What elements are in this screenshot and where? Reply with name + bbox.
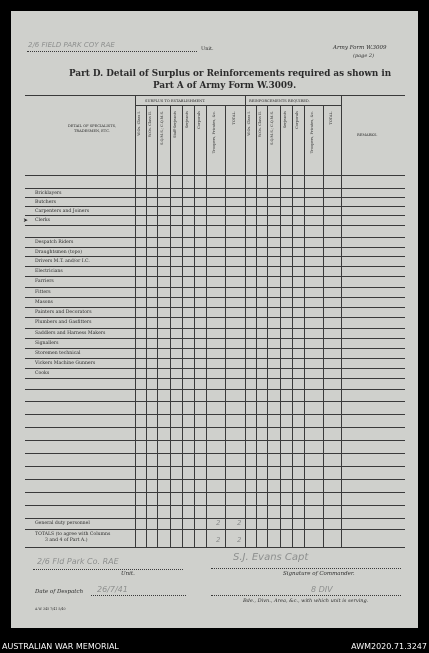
row-rule (25, 317, 405, 318)
column-divider (256, 105, 257, 547)
form-sheet (11, 11, 418, 628)
detail-header: DETAIL OF SPECIALISTS, TRADESMEN, ETC. (67, 124, 117, 133)
column-divider (323, 105, 324, 547)
col-heading: S.Q.M.S.; C.Q.M.S. (160, 111, 164, 146)
row-rule (25, 427, 405, 428)
footer-unit-line (33, 569, 183, 570)
unit-label: Unit. (201, 46, 214, 52)
unit-dotted-line (27, 51, 197, 52)
row-rule (25, 247, 405, 248)
formation-line (211, 595, 401, 596)
row-rule (25, 328, 405, 329)
row-rule (25, 358, 405, 359)
form-name: Army Form W.3009 (333, 45, 387, 51)
general-duty-total: 2 (237, 519, 242, 527)
row-label: Drivers M.T. and/or I.C. (35, 259, 90, 264)
row-rule (25, 492, 405, 493)
col-heading: W.Os. Class II. (258, 111, 262, 138)
row-rule (25, 453, 405, 454)
form-page: (page 2) (353, 53, 375, 59)
column-divider (292, 105, 293, 547)
row-rule (25, 338, 405, 339)
col-heading: Serjeants (185, 111, 189, 129)
title-line-2: Part A of Army Form W.3009. (153, 81, 297, 91)
row-label: Painters and Decorators (35, 310, 92, 315)
col-heading: Troopers, Privates, &c. (310, 111, 314, 154)
row-label: Draughtsmen (topo) (35, 250, 83, 255)
footer-unit-handwritten: 2/6 Fld Park Co. RAE (37, 557, 119, 566)
row-label: Vickers Machine Gunners (35, 361, 96, 366)
row-rule (25, 266, 405, 267)
col-heading: S.Q.M.S.; C.Q.M.S. (270, 111, 274, 146)
footer-unit-label: Unit. (121, 571, 135, 577)
row-rule (25, 297, 405, 298)
formation-handwritten: 8 DIV (311, 585, 333, 594)
row-rule (25, 237, 405, 238)
col-heading: Corporals (295, 111, 299, 129)
row-rule (25, 215, 405, 216)
general-duty-label: General duty personnel (35, 521, 90, 526)
column-header-rule (25, 175, 405, 176)
table-bottom-rule (25, 547, 405, 548)
row-label: Plumbers and Gasfitters (35, 320, 92, 325)
row-rule (25, 276, 405, 277)
row-rule (25, 440, 405, 441)
totals-troopers: 2 (216, 536, 221, 544)
despatch-line (91, 595, 186, 596)
column-divider (182, 105, 183, 547)
row-rule (25, 348, 405, 349)
col-heading: Corporals (197, 111, 201, 129)
row-rule (25, 389, 405, 390)
column-divider (304, 105, 305, 547)
row-label: Clerks (35, 218, 51, 223)
col-heading: TOTAL. (329, 111, 333, 125)
row-label: Cooks (35, 371, 50, 376)
row-rule (25, 518, 405, 519)
row-label: Carpenters and Joiners (35, 209, 90, 214)
group-header-rule (135, 105, 341, 106)
totals-label-2: 3 and 4 of Part A.) (45, 538, 88, 543)
signature-line (211, 568, 401, 569)
row-rule (25, 378, 405, 379)
row-rule (25, 479, 405, 480)
caption-right: AWM2020.71.3247 (351, 642, 427, 651)
row-label: Butchers (35, 200, 56, 205)
totals-label-1: TOTALS (to agree with Columns (35, 532, 111, 537)
printer-code: A.W. 345 7/41 5/40 (35, 607, 66, 611)
surplus-header: SURPLUS TO ESTABLISHMENT. (145, 99, 206, 103)
row-label: Fitters (35, 290, 51, 295)
col-heading: Troopers, Privates, &c. (212, 111, 216, 154)
column-divider (225, 105, 226, 547)
row-rule (25, 307, 405, 308)
row-rule (25, 414, 405, 415)
col-heading: W.Os. Class I. (137, 111, 141, 136)
col-heading: W.Os. Class I. (247, 111, 251, 136)
row-label: Farriers (35, 279, 54, 284)
row-label: Electricians (35, 269, 63, 274)
row-label: Despatch Riders (35, 240, 74, 245)
row-rule (25, 287, 405, 288)
column-divider (157, 105, 158, 547)
row-rule (25, 197, 405, 198)
row-rule (25, 466, 405, 467)
row-label: Bricklayers (35, 191, 62, 196)
table-top-rule (25, 95, 405, 96)
col-heading: TOTAL. (232, 111, 236, 125)
row-rule (25, 188, 405, 189)
formation-label: Bde., Divn., Area, &c., with which unit is serving. (243, 598, 369, 604)
column-divider (267, 105, 268, 547)
totals-total: 2 (237, 536, 242, 544)
row-rule (25, 225, 405, 226)
col-heading: W.Os. Class II. (148, 111, 152, 138)
column-divider (206, 105, 207, 547)
row-rule (25, 401, 405, 402)
column-divider (170, 105, 171, 547)
caption-left: AUSTRALIAN WAR MEMORIAL (2, 642, 119, 651)
row-rule (25, 505, 405, 506)
row-rule (25, 529, 405, 530)
despatch-label: Date of Despatch (35, 589, 84, 595)
despatch-date: 26/7/41 (97, 585, 128, 594)
title-line-1: Part D. Detail of Surplus or Reinforcements required as shown in (69, 69, 392, 79)
row-label: Signallers (35, 341, 59, 346)
col-heading: Staff-Serjeants (173, 111, 177, 138)
column-divider (194, 105, 195, 547)
unit-handwritten: 2/6 FIELD PARK COY RAE (28, 41, 115, 49)
remarks-header: REMARKS. (357, 133, 378, 137)
row-rule (25, 368, 405, 369)
signature-handwritten: S.J. Evans Capt (233, 552, 309, 563)
column-divider (146, 105, 147, 547)
pointer-arrow-icon: ➤ (23, 217, 29, 224)
col-heading: Serjeants (283, 111, 287, 129)
row-label: Storemen technical (35, 351, 81, 356)
row-rule (25, 256, 405, 257)
reinforcements-header: REINFORCEMENTS REQUIRED. (249, 99, 310, 103)
general-duty-troopers: 2 (216, 519, 221, 527)
row-rule (25, 206, 405, 207)
row-label: Saddlers and Harness Makers (35, 331, 106, 336)
row-label: Masons (35, 300, 53, 305)
signature-label: Signature of Commander. (283, 571, 355, 577)
column-divider (280, 105, 281, 547)
